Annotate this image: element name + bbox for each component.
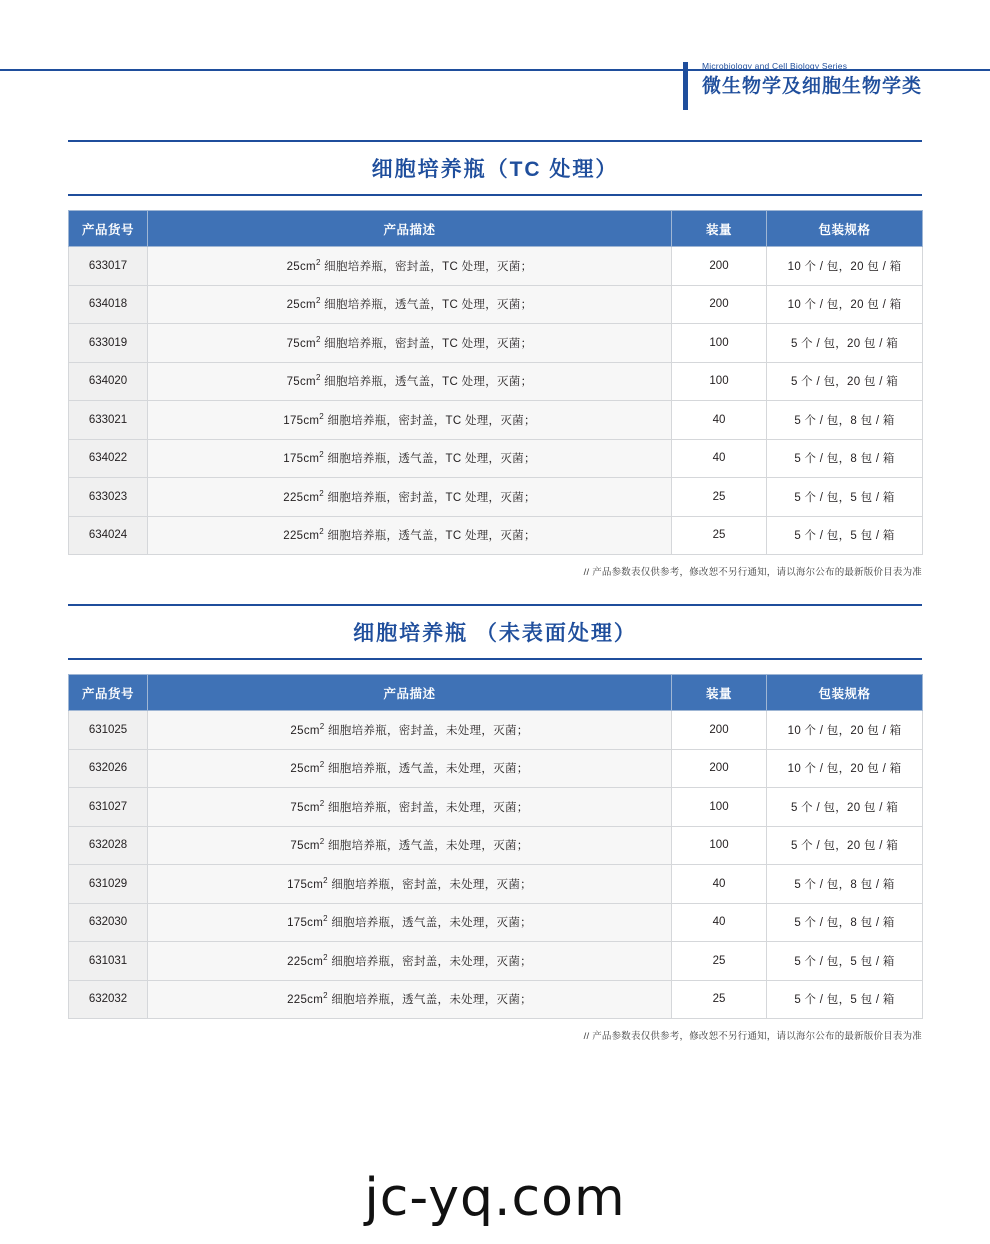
table-header-row [69,675,923,711]
desc-area: 225 [287,955,308,968]
cell-description: $75cm^2$ 细胞培养瓶，密封盖，TC 处理，灭菌； [148,324,672,363]
header-title-block [683,60,922,110]
column-header-packaging: 包装规格 [767,675,923,711]
cell-quantity: 25 [672,516,767,555]
product-spec-table [68,210,923,555]
cell-quantity: 100 [672,788,767,827]
cell-packaging: 10 个 / 包，20 包 / 箱 [767,711,923,750]
desc-text: 细胞培养瓶，透气盖，TC 处理，灭菌； [324,530,536,543]
table-row [69,749,923,788]
desc-area: 175 [287,917,308,930]
section-title-bar [68,140,922,196]
desc-area: 75 [290,801,304,814]
cell-code: 634024 [69,516,148,555]
table-footnote: // 产品参数表仅供参考，修改恕不另行通知，请以海尔公布的最新版价目表为准 [583,567,922,578]
column-header-quantity: 装量 [672,675,767,711]
table-row [69,826,923,865]
table-row [69,711,923,750]
table-row [69,942,923,981]
cell-code: 631025 [69,711,148,750]
cell-code: 634022 [69,439,148,478]
desc-area: 25 [290,724,304,737]
column-header-quantity: 装量 [672,211,767,247]
desc-area: 75 [286,337,300,350]
cell-description: $225cm^2$ 细胞培养瓶，透气盖，TC 处理，灭菌； [148,516,672,555]
table-row [69,401,923,440]
table-row [69,324,923,363]
desc-area: 225 [283,491,304,504]
desc-text: 细胞培养瓶，透气盖，未处理，灭菌； [324,763,529,776]
table-row [69,903,923,942]
header-texts [702,60,922,99]
cell-description: $175cm^2$ 细胞培养瓶，透气盖，未处理，灭菌； [148,903,672,942]
cell-packaging: 5 个 / 包，5 包 / 箱 [767,516,923,555]
column-header-code: 产品货号 [69,211,148,247]
desc-text: 细胞培养瓶，密封盖，未处理，灭菌； [324,724,529,737]
cell-quantity: 200 [672,711,767,750]
table-header-row [69,211,923,247]
table-row [69,865,923,904]
page-header [0,0,990,124]
desc-area: 225 [283,530,304,543]
cell-code: 632032 [69,980,148,1019]
cell-quantity: 200 [672,749,767,788]
cell-packaging: 5 个 / 包，8 包 / 箱 [767,903,923,942]
header-series-chinese: 微生物学及细胞生物学类 [701,76,922,97]
desc-text: 细胞培养瓶，透气盖，未处理，灭菌； [324,840,529,853]
table-row [69,362,923,401]
cell-packaging: 5 个 / 包，20 包 / 箱 [767,788,923,827]
section-title: 细胞培养瓶 （未表面处理） [353,622,637,645]
cell-packaging: 5 个 / 包，8 包 / 箱 [767,865,923,904]
desc-text: 细胞培养瓶，密封盖，未处理，灭菌； [327,878,532,891]
desc-text: 细胞培养瓶，透气盖，未处理，灭菌； [327,994,532,1007]
section-cell-culture-flask-untreated [68,604,922,1042]
cell-description: $175cm^2$ 细胞培养瓶，密封盖，TC 处理，灭菌； [148,401,672,440]
cell-packaging: 10 个 / 包，20 包 / 箱 [767,247,923,286]
desc-area: 175 [283,414,304,427]
cell-quantity: 40 [672,903,767,942]
cell-description: $175cm^2$ 细胞培养瓶，密封盖，未处理，灭菌； [148,865,672,904]
table-row [69,516,923,555]
cell-packaging: 5 个 / 包，8 包 / 箱 [767,401,923,440]
cell-quantity: 40 [672,865,767,904]
column-header-description: 产品描述 [148,211,672,247]
cell-packaging: 5 个 / 包，5 包 / 箱 [767,478,923,517]
table-row [69,980,923,1019]
desc-text: 细胞培养瓶，密封盖，TC 处理，灭菌； [320,337,533,350]
section-title-bar [68,604,922,660]
cell-description: $25cm^2$ 细胞培养瓶，透气盖，TC 处理，灭菌； [148,285,672,324]
cell-quantity: 100 [672,826,767,865]
desc-area: 175 [287,878,308,891]
cell-packaging: 5 个 / 包，20 包 / 箱 [767,324,923,363]
cell-quantity: 25 [672,942,767,981]
desc-area: 75 [286,376,300,389]
header-series-english: Microbiology and Cell Biology Series [701,61,848,71]
cell-description: $225cm^2$ 细胞培养瓶，密封盖，TC 处理，灭菌； [148,478,672,517]
desc-text: 细胞培养瓶，密封盖，TC 处理，灭菌； [320,260,533,273]
cell-quantity: 25 [672,478,767,517]
cell-description: $75cm^2$ 细胞培养瓶，密封盖，未处理，灭菌； [148,788,672,827]
cell-packaging: 5 个 / 包，20 包 / 箱 [767,362,923,401]
cell-code: 634018 [69,285,148,324]
cell-description: $75cm^2$ 细胞培养瓶，透气盖，TC 处理，灭菌； [148,362,672,401]
cell-description: $225cm^2$ 细胞培养瓶，密封盖，未处理，灭菌； [148,942,672,981]
table-row [69,788,923,827]
cell-packaging: 10 个 / 包，20 包 / 箱 [767,749,923,788]
cell-code: 632030 [69,903,148,942]
cell-packaging: 5 个 / 包，20 包 / 箱 [767,826,923,865]
desc-text: 细胞培养瓶，透气盖，TC 处理，灭菌； [320,376,533,389]
desc-area: 175 [283,453,304,466]
cell-code: 633021 [69,401,148,440]
desc-area: 225 [287,994,308,1007]
section-title: 细胞培养瓶（TC 处理） [371,158,619,181]
cell-quantity: 200 [672,285,767,324]
table-row [69,285,923,324]
cell-description: $25cm^2$ 细胞培养瓶，密封盖，未处理，灭菌； [148,711,672,750]
table-row [69,478,923,517]
site-watermark: jc-yq.com [364,1168,626,1228]
cell-code: 633023 [69,478,148,517]
cell-quantity: 200 [672,247,767,286]
cell-packaging: 5 个 / 包，5 包 / 箱 [767,980,923,1019]
cell-code: 631031 [69,942,148,981]
cell-packaging: 5 个 / 包，8 包 / 箱 [767,439,923,478]
desc-text: 细胞培养瓶，密封盖，未处理，灭菌； [327,955,532,968]
cell-quantity: 25 [672,980,767,1019]
desc-area: 25 [286,260,300,273]
desc-text: 细胞培养瓶，密封盖，TC 处理，灭菌； [324,491,536,504]
column-header-description: 产品描述 [148,675,672,711]
product-spec-table [68,674,923,1019]
cell-code: 633017 [69,247,148,286]
desc-text: 细胞培养瓶，透气盖，未处理，灭菌； [327,917,532,930]
cell-description: $25cm^2$ 细胞培养瓶，透气盖，未处理，灭菌； [148,749,672,788]
desc-text: 细胞培养瓶，透气盖，TC 处理，灭菌； [320,299,533,312]
cell-description: $175cm^2$ 细胞培养瓶，透气盖，TC 处理，灭菌； [148,439,672,478]
desc-area: 25 [290,763,304,776]
column-header-code: 产品货号 [69,675,148,711]
cell-quantity: 40 [672,401,767,440]
column-header-packaging: 包装规格 [767,211,923,247]
cell-packaging: 5 个 / 包，5 包 / 箱 [767,942,923,981]
section-cell-culture-flask-tc [68,140,922,578]
cell-quantity: 100 [672,362,767,401]
cell-code: 632028 [69,826,148,865]
cell-quantity: 100 [672,324,767,363]
cell-packaging: 10 个 / 包，20 包 / 箱 [767,285,923,324]
cell-code: 631029 [69,865,148,904]
cell-description: $225cm^2$ 细胞培养瓶，透气盖，未处理，灭菌； [148,980,672,1019]
table-row [69,247,923,286]
header-accent-bar [683,62,688,110]
table-footnote: // 产品参数表仅供参考，修改恕不另行通知，请以海尔公布的最新版价目表为准 [583,1031,922,1042]
cell-code: 631027 [69,788,148,827]
cell-description: $75cm^2$ 细胞培养瓶，透气盖，未处理，灭菌； [148,826,672,865]
desc-area: 25 [286,299,300,312]
cell-code: 634020 [69,362,148,401]
cell-code: 632026 [69,749,148,788]
desc-text: 细胞培养瓶，密封盖，TC 处理，灭菌； [324,414,536,427]
desc-text: 细胞培养瓶，密封盖，未处理，灭菌； [324,801,529,814]
table-row [69,439,923,478]
cell-description: $25cm^2$ 细胞培养瓶，密封盖，TC 处理，灭菌； [148,247,672,286]
desc-text: 细胞培养瓶，透气盖，TC 处理，灭菌； [324,453,536,466]
cell-quantity: 40 [672,439,767,478]
desc-area: 75 [290,840,304,853]
cell-code: 633019 [69,324,148,363]
